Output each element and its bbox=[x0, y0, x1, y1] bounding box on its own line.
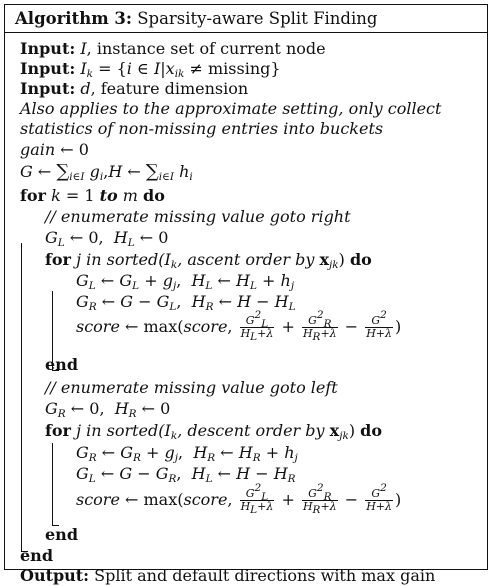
score-line-1: score ← max(score, $\frac{G^2_L}{H_L+\lambda}$ + $\frac{G^2_R}{H_R+\lambda}$ − $\frac{G^2}{H+\lambda}$ ) bbox=[76, 309, 402, 343]
input-line-3: Input: d, feature dimension bbox=[20, 79, 249, 98]
update-left-line: $G_L$ ← $G_L + g_j$, $H_L$ ← $H_L + h_j$ bbox=[76, 271, 295, 292]
comment-left-line: // enumerate missing value goto left bbox=[45, 378, 338, 397]
output-keyword: Output: bbox=[20, 566, 90, 585]
for-k-line: for k = 1 to m do bbox=[20, 186, 165, 205]
for-j-desc-scope-bar bbox=[52, 443, 53, 526]
end-desc-line: end bbox=[45, 525, 78, 544]
sums-line: G ← $\sum_{i\in I}$ $g_i,H$ ← $\sum_{i\in I}$ $h_i$ bbox=[20, 161, 193, 183]
update-right-from-left-line: $G_R$ ← $G - G_L$, $H_R$ ← $H - H_L$ bbox=[76, 292, 296, 313]
init-right-line: $G_R$ ← 0, $H_R$ ← 0 bbox=[45, 399, 171, 420]
comment-right-line: // enumerate missing value goto right bbox=[45, 207, 351, 226]
output-line bbox=[20, 566, 435, 586]
algorithm-title: Sparsity-aware Split Finding bbox=[137, 9, 378, 28]
note-line-2: statistics of non-missing entries into buckets bbox=[20, 119, 384, 138]
end-asc-line: end bbox=[45, 355, 78, 374]
input-keyword: Input: bbox=[20, 79, 76, 98]
input-line-1: Input: I, instance set of current node bbox=[20, 39, 326, 58]
input-line-2: Input: $I_k = \{i$ ∈ $I|x_{ik} \ne missing$} bbox=[20, 59, 281, 80]
algorithm-header bbox=[5, 5, 487, 33]
update-right-line: $G_R$ ← $G_R + g_j$, $H_R$ ← $H_R + h_j$ bbox=[76, 443, 298, 464]
algorithm-label: Algorithm 3: bbox=[15, 9, 132, 28]
input-keyword: Input: bbox=[20, 59, 76, 78]
init-left-line: $G_L$ ← 0, $H_L$ ← 0 bbox=[45, 228, 169, 249]
note-line-1: Also applies to the approximate setting, only collect bbox=[20, 99, 442, 118]
algorithm-box bbox=[4, 4, 488, 585]
end-for-k-line: end bbox=[20, 546, 53, 565]
output-text: Split and default directions with max gain bbox=[89, 566, 436, 585]
for-j-asc-line: for j in $sorted(I_k$, ascent order by $x_{jk}$) do bbox=[45, 250, 372, 271]
update-left-from-right-line: $G_L$ ← $G - G_R$, $H_L$ ← $H - H_R$ bbox=[76, 464, 296, 485]
for-j-desc-line: for j in $sorted(I_k$, descent order by $x_{jk}$) do bbox=[45, 421, 383, 442]
gain-init-line: gain ← 0 bbox=[20, 140, 89, 159]
score-line-2: score ← max(score, $\frac{G^2_L}{H_L+\lambda}$ + $\frac{G^2_R}{H_R+\lambda}$ − $\frac{G^2}{H+\lambda}$ ) bbox=[76, 482, 402, 516]
input-keyword: Input: bbox=[20, 39, 76, 58]
for-k-scope-bar bbox=[21, 243, 22, 552]
